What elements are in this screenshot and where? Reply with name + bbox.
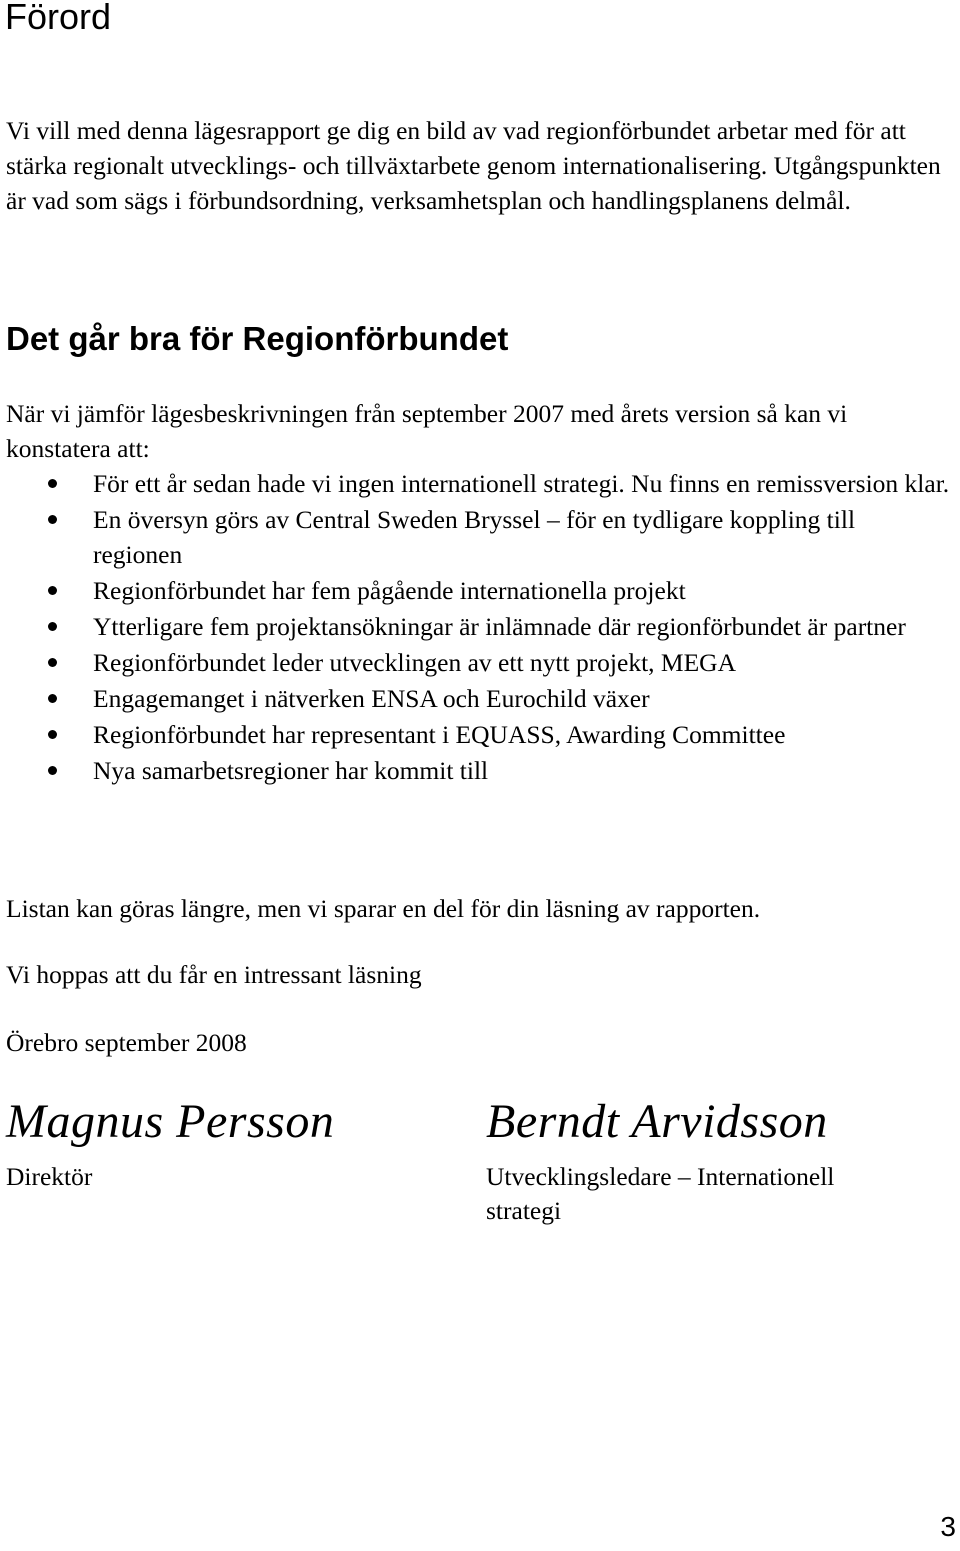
signatory-title-right: Utvecklingsledare – Internationell strategi <box>486 1162 835 1225</box>
signatory-title-left: Direktör <box>6 1162 93 1191</box>
bullet-icon <box>48 586 57 595</box>
list-item-text: Regionförbundet har fem pågående internationella projekt <box>93 576 686 605</box>
list-item <box>0 609 960 644</box>
list-note-paragraph: Listan kan göras längre, men vi sparar en del för din läsning av rapporten. <box>6 894 761 923</box>
page-number: 3 <box>940 1511 956 1542</box>
list-item <box>0 466 960 501</box>
bullet-icon <box>48 730 57 739</box>
section-title: Förord <box>5 0 112 37</box>
bullet-icon <box>48 515 57 524</box>
place-date: Örebro september 2008 <box>6 1028 247 1057</box>
intro-paragraph: Vi vill med denna lägesrapport ge dig en bild av vad regionförbundet arbetar med för att stärka regionalt utvecklings- och tillväxtarbete genom internationalisering. Utgångspunkten är vad som sägs i förbundsordning, verksamhetsplan och handlingsplanens delmål. <box>6 116 941 215</box>
signature-right: Berndt Arvidsson <box>486 1095 828 1148</box>
section-heading: Det går bra för Regionförbundet <box>6 320 509 357</box>
list-item <box>0 753 960 788</box>
bullet-icon <box>48 658 57 667</box>
list-item-text: Ytterligare fem projektansökningar är inlämnade där regionförbundet är partner <box>93 612 906 641</box>
lead-paragraph: När vi jämför lägesbeskrivningen från september 2007 med årets version så kan vi konstatera att: <box>6 399 848 463</box>
list-item <box>0 573 960 608</box>
wish-paragraph: Vi hoppas att du får en intressant läsning <box>6 960 422 989</box>
bullet-icon <box>48 766 57 775</box>
bullet-icon <box>48 479 57 488</box>
list-item-text: Regionförbundet har representant i EQUASS, Awarding Committee <box>93 720 786 749</box>
list-item <box>0 502 960 572</box>
list-item-text: En översyn görs av Central Sweden Bryssel – för en tydligare koppling till regionen <box>93 505 856 569</box>
bullet-icon <box>48 622 57 631</box>
list-item <box>0 717 960 752</box>
list-item <box>0 645 960 680</box>
list-item-text: För ett år sedan hade vi ingen internationell strategi. Nu finns en remissversion klar. <box>93 469 950 498</box>
list-item-text: Engagemanget i nätverken ENSA och Eurochild växer <box>93 684 650 713</box>
bullet-icon <box>48 694 57 703</box>
list-item-text: Regionförbundet leder utvecklingen av ett nytt projekt, MEGA <box>93 648 737 677</box>
list-item-text: Nya samarbetsregioner har kommit till <box>93 756 489 785</box>
list-item <box>0 681 960 716</box>
achievement-list <box>0 466 960 789</box>
signature-left: Magnus Persson <box>6 1095 335 1148</box>
